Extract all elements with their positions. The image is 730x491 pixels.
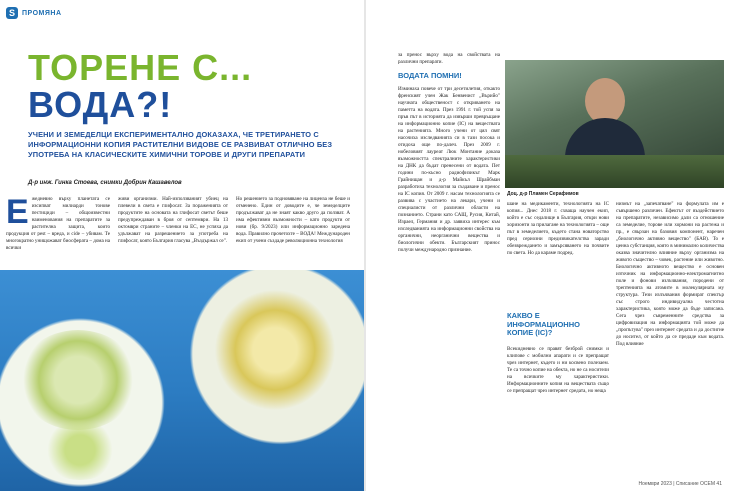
drop-cap: Е	[6, 196, 29, 231]
left-column-1	[6, 196, 110, 268]
page-footer: Ноември 2023 | Списание ОСЕМ 41	[638, 481, 722, 487]
photo-caption: Доц. д-р Пламен Серафимов	[507, 191, 579, 197]
heading-what-is-ic: КАКВО Е ИНФОРМАЦИОННО КОПИЕ (IC)?	[507, 311, 580, 338]
section-logo-icon: S	[6, 7, 18, 19]
title-line-1: ТОРЕНЕ С...	[28, 47, 253, 88]
right-column-2: шане на медикаменти, технологията на IC копия... Днес 2018 г. схваща научен екип, който е със седалище в България, откри нови хоризонти за прилагане на технологията – още път в земеделието, където стана новаторство пред сериозни предизвикателства заради обезвреждането и замърсяването на почвите по света. Но да караме подред.	[507, 201, 609, 257]
left-page	[0, 0, 364, 491]
left-column-3: Но решението за подновяване на лиценза не беше и отменено. Един от доводите е, че земеделците продължават да не знаят какво друго да ползват. А има ефективни възможности – като продукти от нови (бр. 9/2023) или информационно заредена вода. Правилно прочетохте – ВОДА! Международен екип от учени създаде революционна технология	[236, 196, 350, 245]
page-gutter	[364, 0, 366, 491]
lead-paragraph: УЧЕНИ И ЗЕМЕДЕЛЦИ ЕКСПЕРИМЕНТАЛНО ДОКАЗАХА, ЧЕ ТРЕТИРАНЕТО С ИНФОРМАЦИОННИ КОПИЯ РАСТИТЕЛНИ ВИДОВЕ СЕ РАЗВИВАТ ОТЛИЧНО БЕЗ УПОТРЕБА НА КЛАСИЧЕСКИТЕ ХИМИЧНИ ТОРОВЕ И ДРУГИ ПРЕПАРАТИ	[28, 130, 333, 159]
sprout-cluster-bottom	[40, 420, 120, 480]
sprout-cluster-left	[18, 330, 138, 430]
section-label: ПРОМЯНА	[22, 9, 62, 17]
title-line-2: ВОДА?!	[28, 84, 173, 126]
greenhouse-plants	[505, 155, 724, 188]
right-column-1: Изминаха повече от три десетилетия, откакто френският учен Жак Бенвенист „Върийо" научната общественост с откриването на паметта на водата. През 1991 г. той успя за пръв път в историята да извърши превръщане на информационно копие (IC) на веществата на растенията. Много учени от цял свят насочиха изследванията си в тази посока и отидоха още по-далеч. През 2009 г. нобеловият лауреат Люк Монтание доказа възможността спектралните характеристики на ДНК да бъдат пренесени от водата. Пет години по-късно радиофизикът Марк Грайнищан и д-р Майкъл Шрайбман разработиха технология за създаване и пренос на IC копия. От 2009 г. насам технологията се развива с участието на лекари, учени и специалисти от различни области на познанието. Страни като САЩ, Русия, Китай, Израел, Германия и др. заявиха интерес към изследванията на информационни свойства на органични, неорганични вещества и биологични обекти. Българският принос получи международно признание.	[398, 86, 500, 254]
article-title	[28, 47, 253, 126]
byline: Д-р инж. Гинка Стоева, снимки Добрин Кашавелов	[28, 180, 182, 186]
right-column-3: низмът на „запечатване" на формулата им е съвършено различен. Ефектът от въздействието на препаратите, независимо дали са отношение са земеделие, торове или хормони на растежа и пр., е свързан на базовия компонент, наречен „биологично активно вещество" (БАВ). То е ценна субстанция, която в минимално количества оказва значително влияние върху организма на живото същество – човек, растение или животно. Биологично активното вещество е основен източник на информационно-електромагнитно поле и фонови излъчвания, породени от трептенията на атомите в молекулярната му структура. Тези излъчвания формират спектър със строго индивидуална честотна характеристика, която може да бъде записана. Сега чрез съвременните средства за цифровизация на информацията той може да „пропътува" през интернет средата и да достигне до носител, от който да се предаде към водата. Под влияние	[616, 201, 724, 348]
right-column-1-top: за пренос върху вода на свойствата на различни препарати.	[398, 52, 500, 66]
heading-water-remembers: ВОДАТА ПОМНИ!	[398, 71, 462, 80]
section-tag	[6, 6, 62, 20]
left-column-2: живи организми. Най-използваният убиец на плевели в света е глифосат. За пораженията от продуктите на основата на глифосат светът беше предупреждаван в броя от септември. На 13 октомври страните – членки на ЕС, не успяха да удължават на разрешението за употреба на глифосат, която България гласува „Въздържал се".	[118, 196, 228, 245]
portrait-photo	[505, 60, 724, 188]
left-column-1-text: жедневно върху планетата се изсипват милиарди тонове пестициди – общоизвестни наименования на препаратите за растителна защита, които продукция от pest – вреда, и cide – убивам. Те многократно унищожават биосферата – дома на всички	[6, 196, 110, 252]
right-column-2b: Всекидневно се правят безброй снимки и клипове с мобилни апарати и се препращат чрез интернет, където и ни косвено полезаем. Те са точно копие на обекта, но не са носители на всичките му характеристики. Информационните копия на веществата също се препращат чрез интернет средата, но неща	[507, 346, 609, 395]
sprout-cluster-right	[210, 290, 340, 410]
sprouts-photo	[0, 270, 364, 491]
